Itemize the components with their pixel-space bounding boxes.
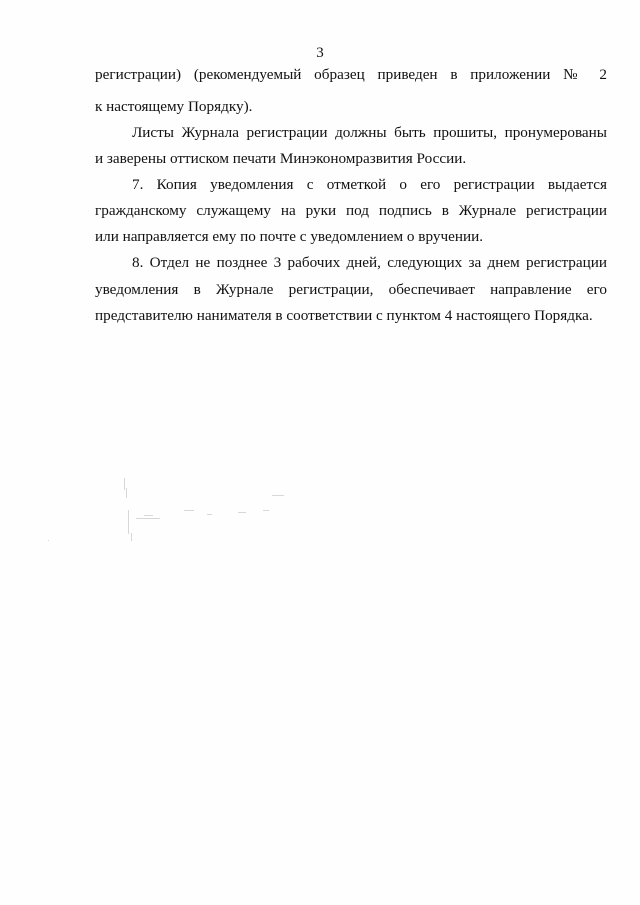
scan-mark [272,495,284,496]
paragraph-3-line-2: гражданскому служащему на руки под подпись в Журнале регистрации [95,202,607,219]
scan-mark [131,533,132,541]
paragraph-1-line-1: регистрации) (рекомендуемый образец приведен в приложении № 2 [95,66,607,83]
scan-mark [48,540,49,541]
scan-mark [124,478,125,490]
paragraph-4-line-1: 8. Отдел не позднее 3 рабочих дней, следующих за днем регистрации [132,254,607,271]
paragraph-4-line-3: представителю нанимателя в соответствии с пунктом 4 настоящего Порядка. [95,307,593,324]
paragraph-2-line-2: и заверены оттиском печати Минэкономразвития России. [95,150,467,167]
scan-mark [207,514,212,515]
paragraph-3-line-1: 7. Копия уведомления с отметкой о его регистрации выдается [132,176,607,193]
scan-mark [126,488,127,498]
page-number: 3 [316,45,324,61]
scan-mark [184,510,194,511]
paragraph-4-line-2: уведомления в Журнале регистрации, обеспечивает направление его [95,281,607,298]
paragraph-2-line-1: Листы Журнала регистрации должны быть прошиты, пронумерованы [132,124,607,141]
faint-scan-marks [40,440,340,660]
scan-mark [144,515,153,516]
paragraph-3-line-3: или направляется ему по почте с уведомлением о вручении. [95,228,484,245]
paragraph-1-line-2: к настоящему Порядку). [95,98,253,115]
scan-mark [136,518,160,519]
scan-mark [238,512,246,513]
scan-mark [128,510,129,534]
scan-mark [263,510,269,511]
